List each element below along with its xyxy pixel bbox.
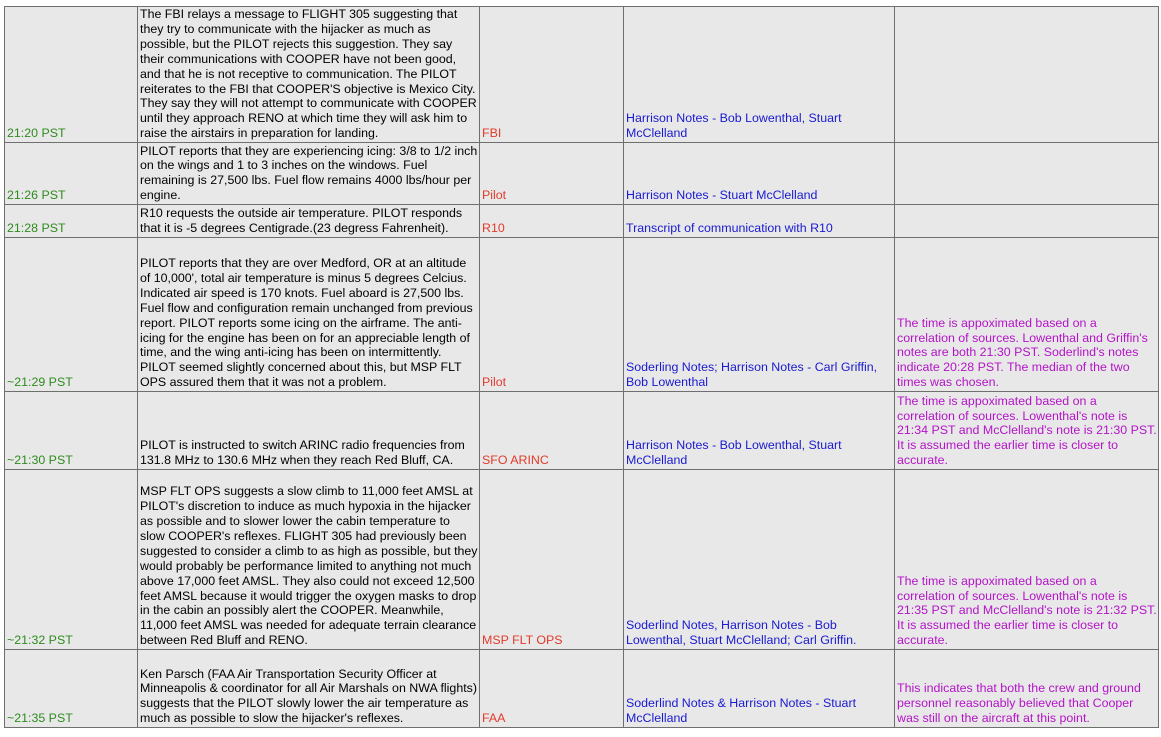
note-cell: [895, 7, 1159, 143]
source-cell: SFO ARINC: [480, 392, 624, 470]
time-cell: ~21:29 PST: [5, 238, 138, 392]
table-row: [5, 392, 1159, 470]
table-row: [5, 470, 1159, 650]
table-row: [5, 143, 1159, 205]
note-cell: [895, 205, 1159, 238]
time-cell: ~21:32 PST: [5, 470, 138, 650]
reference-cell: Soderlind Notes & Harrison Notes - Stuart McClelland: [624, 650, 895, 728]
description-cell: PILOT is instructed to switch ARINC radio frequencies from 131.8 MHz to 130.6 MHz when they reach Red Bluff, CA.: [138, 392, 480, 470]
time-cell: ~21:35 PST: [5, 650, 138, 728]
time-cell: 21:26 PST: [5, 143, 138, 205]
table-row: [5, 205, 1159, 238]
source-cell: FBI: [480, 7, 624, 143]
source-cell: FAA: [480, 650, 624, 728]
timeline-table: [4, 6, 1159, 728]
description-cell: MSP FLT OPS suggests a slow climb to 11,000 feet AMSL at PILOT's discretion to induce as much hypoxia in the hijacker as possible and to slower lower the cabin temperature to slow COOPER's reflexes. FLIGHT 305 had previously been suggested to consider a climb to as high as possible, but they would probably be performance limited to anything not much above 17,000 feet AMSL. They also could not exceed 12,500 feet AMSL because it would trigger the oxygen masks to drop in the cabin an possibly alert the COOPER. Meanwhile, 11,000 feet AMSL was needed for adequate terrain clearance between Red Bluff and RENO.: [138, 470, 480, 650]
reference-cell: Transcript of communication with R10: [624, 205, 895, 238]
description-cell: PILOT reports that they are over Medford, OR at an altitude of 10,000', total air temperature is minus 5 degrees Celcius. Indicated air speed is 170 knots. Fuel aboard is 27,500 lbs. Fuel flow and configuration remain unchanged from previous report. PILOT reports some icing on the airframe. The anti-icing for the engine has been on for an appreciable length of time, and the wing anti-icing has been on intermittently. PILOT seemed slightly concerned about this, but MSP FLT OPS assured them that it was not a problem.: [138, 238, 480, 392]
time-cell: ~21:30 PST: [5, 392, 138, 470]
note-cell: [895, 143, 1159, 205]
table-row: [5, 650, 1159, 728]
source-cell: Pilot: [480, 238, 624, 392]
reference-cell: Harrison Notes - Bob Lowenthal, Stuart McClelland: [624, 392, 895, 470]
source-cell: R10: [480, 205, 624, 238]
reference-cell: Harrison Notes - Bob Lowenthal, Stuart McClelland: [624, 7, 895, 143]
time-cell: 21:20 PST: [5, 7, 138, 143]
table-row: [5, 238, 1159, 392]
note-cell: This indicates that both the crew and ground personnel reasonably believed that Cooper was still on the aircraft at this point.: [895, 650, 1159, 728]
reference-cell: Soderling Notes; Harrison Notes - Carl Griffin, Bob Lowenthal: [624, 238, 895, 392]
reference-cell: Harrison Notes - Stuart McClelland: [624, 143, 895, 205]
time-cell: 21:28 PST: [5, 205, 138, 238]
reference-cell: Soderlind Notes, Harrison Notes - Bob Lowenthal, Stuart McClelland; Carl Griffin.: [624, 470, 895, 650]
table-row: [5, 7, 1159, 143]
description-cell: R10 requests the outside air temperature. PILOT responds that it is -5 degrees Centigrade.(23 degress Fahrenheit).: [138, 205, 480, 238]
note-cell: The time is appoximated based on a correlation of sources. Lowenthal and Griffin's notes are both 21:30 PST. Soderlind's notes indicate 20:28 PST. The median of the two times was chosen.: [895, 238, 1159, 392]
source-cell: MSP FLT OPS: [480, 470, 624, 650]
description-cell: Ken Parsch (FAA Air Transportation Security Officer at Minneapolis & coordinator for all Air Marshals on NWA flights) suggests that the PILOT slowly lower the air temperature as much as possible to slow the hijacker's reflexes.: [138, 650, 480, 728]
source-cell: Pilot: [480, 143, 624, 205]
description-cell: The FBI relays a message to FLIGHT 305 suggesting that they try to communicate with the hijacker as much as possible, but the PILOT rejects this suggestion. They say their communications with COOPER have not been good, and that he is not receptive to communication. The PILOT reiterates to the FBI that COOPER'S objective is Mexico City. They say they will not attempt to communicate with COOPER until they approach RENO at which time they will ask him to raise the airstairs in preparation for landing.: [138, 7, 480, 143]
note-cell: The time is appoximated based on a correlation of sources. Lowenthal's note is 21:34 PST and McClelland's note is 21:30 PST. It is assumed the earlier time is closer to accurate.: [895, 392, 1159, 470]
note-cell: The time is appoximated based on a correlation of sources. Lowenthal's note is 21:35 PST and McClelland's note is 21:32 PST. It is assumed the earlier time is closer to accurate.: [895, 470, 1159, 650]
description-cell: PILOT reports that they are experiencing icing: 3/8 to 1/2 inch on the wings and 1 to 3 inches on the windows. Fuel remaining is 27,500 lbs. Fuel flow remains 4000 lbs/hour per engine.: [138, 143, 480, 205]
